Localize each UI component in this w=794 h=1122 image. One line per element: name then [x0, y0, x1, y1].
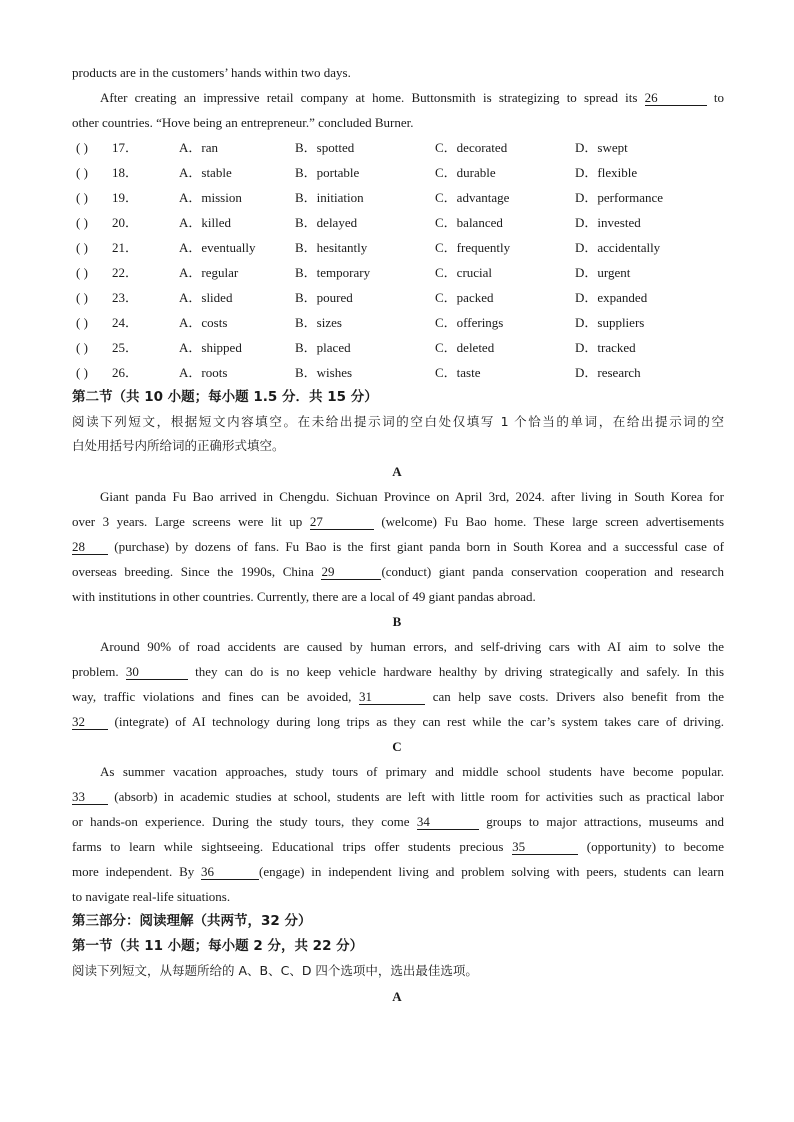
passage-text: more independent. By	[72, 864, 195, 879]
passage-text: (conduct) giant panda conservation cooperation and research	[381, 564, 724, 579]
passage-line	[72, 788, 724, 806]
answer-paren[interactable]: ( )	[76, 340, 88, 355]
option-b[interactable]: B．sizes	[295, 315, 342, 330]
option-d[interactable]: D．tracked	[575, 340, 636, 355]
option-d[interactable]: D．research	[575, 365, 641, 380]
passage-line: Around 90% of road accidents are caused by human errors, and self-driving cars with AI aim to solve the	[100, 639, 724, 654]
option-c[interactable]: C．decorated	[435, 140, 508, 155]
option-c[interactable]: C．packed	[435, 290, 494, 305]
question-number: 20．	[112, 215, 139, 230]
option-d[interactable]: D．flexible	[575, 165, 638, 180]
option-b[interactable]: B．wishes	[295, 365, 353, 380]
question-number: 18．	[112, 165, 139, 180]
passage-line: As summer vacation approaches, study tours of primary and middle school students have become popular.	[100, 764, 724, 779]
passage-text: problem.	[72, 664, 119, 679]
option-b[interactable]: B．spotted	[295, 140, 355, 155]
passage-text: overseas breeding. Since the 1990s, China	[72, 564, 314, 579]
question-number: 23．	[112, 290, 139, 305]
option-c[interactable]: C．crucial	[435, 265, 493, 280]
option-b[interactable]: B．placed	[295, 340, 351, 355]
passage-line	[72, 838, 724, 856]
choice-question	[76, 139, 736, 157]
section-heading: 第二节（共 10 小题；每小题 1.5 分．共 15 分）	[72, 389, 378, 405]
passage-text: they can do is no keep vehicle hardware healthy by driving strategically and safely. In this	[195, 664, 724, 679]
instructions: 阅读下列短文，从每题所给的 A、B、C、D 四个选项中，选出最佳选项。	[72, 963, 478, 978]
option-a[interactable]: A．killed	[179, 215, 231, 230]
answer-blank-35[interactable]: 35	[512, 840, 578, 855]
option-d[interactable]: D．invested	[575, 215, 641, 230]
passage-text: groups to major attractions, museums and	[486, 814, 725, 829]
option-d[interactable]: D．performance	[575, 190, 664, 205]
passage-text: can help save costs. Drivers also benefit from the	[432, 689, 725, 704]
answer-paren[interactable]: ( )	[76, 215, 88, 230]
option-c[interactable]: C．taste	[435, 365, 481, 380]
option-b[interactable]: B．poured	[295, 290, 353, 305]
answer-blank-34[interactable]: 34	[417, 815, 479, 830]
choice-question	[76, 239, 736, 257]
passage-line	[72, 688, 724, 706]
answer-paren[interactable]: ( )	[76, 240, 88, 255]
choice-question	[76, 314, 736, 332]
choice-question	[76, 189, 736, 207]
passage-text: (welcome) Fu Bao home. These large screen advertisements	[381, 514, 725, 529]
passage-line: with institutions in other countries. Currently, there are a local of 49 giant pandas abroad.	[72, 589, 536, 604]
answer-paren[interactable]: ( )	[76, 265, 88, 280]
passage-label-a: A	[392, 989, 402, 1004]
option-d[interactable]: D．suppliers	[575, 315, 645, 330]
question-number: 22．	[112, 265, 139, 280]
choice-question	[76, 164, 736, 182]
instructions: 阅读下列短文，根据短文内容填空。在未给出提示词的空白处仅填写 1 个恰当的单词，在给出提示词的空	[72, 414, 724, 429]
option-a[interactable]: A．eventually	[179, 240, 256, 255]
passage-text: (purchase) by dozens of fans. Fu Bao is the first giant panda born in South Korea and a successful case of	[114, 539, 724, 554]
choice-question	[76, 364, 736, 382]
passage-line	[72, 713, 724, 731]
option-c[interactable]: C．durable	[435, 165, 496, 180]
option-d[interactable]: D．accidentally	[575, 240, 661, 255]
passage-label-c: C	[392, 739, 402, 754]
option-a[interactable]: A．shipped	[179, 340, 242, 355]
option-c[interactable]: C．advantage	[435, 190, 510, 205]
question-number: 19．	[112, 190, 139, 205]
question-number: 26．	[112, 365, 139, 380]
answer-paren[interactable]: ( )	[76, 190, 88, 205]
option-c[interactable]: C．frequently	[435, 240, 511, 255]
answer-blank-29[interactable]: 29	[321, 565, 381, 580]
passage-line	[72, 563, 724, 581]
option-b[interactable]: B．temporary	[295, 265, 371, 280]
option-a[interactable]: A．regular	[179, 265, 239, 280]
answer-blank-28[interactable]: 28	[72, 540, 108, 555]
option-b[interactable]: B．initiation	[295, 190, 364, 205]
passage-text: (integrate) of AI technology during long trips as they can rest while the car’s system takes care of driving.	[114, 714, 725, 729]
option-a[interactable]: A．costs	[179, 315, 228, 330]
option-a[interactable]: A．roots	[179, 365, 228, 380]
passage-line	[72, 663, 724, 681]
passage-text: farms to learn while sightseeing. Educational trips offer students precious	[72, 839, 504, 854]
passage-text: (engage) in independent living and problem solving with peers, students can learn	[259, 864, 724, 879]
answer-blank-31[interactable]: 31	[359, 690, 425, 705]
section-heading: 第一节（共 11 小题；每小题 2 分，共 22 分）	[72, 938, 364, 954]
passage-line: other countries. “Hove being an entrepreneur.” concluded Burner.	[72, 115, 414, 130]
passage-text: to	[713, 90, 725, 105]
option-c[interactable]: C．deleted	[435, 340, 495, 355]
passage-line	[100, 89, 724, 107]
question-number: 24．	[112, 315, 139, 330]
answer-blank-26[interactable]: 26	[645, 91, 707, 106]
choice-question	[76, 289, 736, 307]
option-d[interactable]: D．urgent	[575, 265, 631, 280]
answer-blank-33[interactable]: 33	[72, 790, 108, 805]
choice-question	[76, 264, 736, 282]
passage-line: products are in the customers’ hands within two days.	[72, 65, 351, 80]
passage-line	[72, 813, 724, 831]
passage-label-a: A	[392, 464, 402, 479]
question-number: 17．	[112, 140, 139, 155]
option-d[interactable]: D．swept	[575, 140, 628, 155]
option-c[interactable]: C．balanced	[435, 215, 503, 230]
option-b[interactable]: B．portable	[295, 165, 360, 180]
passage-text: way, traffic violations and fines can be avoided,	[72, 689, 352, 704]
passage-text: over 3 years. Large screens were lit up	[72, 514, 303, 529]
answer-paren[interactable]: ( )	[76, 140, 88, 155]
option-b[interactable]: B．hesitantly	[295, 240, 368, 255]
answer-blank-36[interactable]: 36	[201, 865, 259, 880]
answer-blank-32[interactable]: 32	[72, 715, 108, 730]
option-a[interactable]: A．stable	[179, 165, 232, 180]
passage-line: to navigate real-life situations.	[72, 889, 231, 904]
choice-question	[76, 214, 736, 232]
passage-text: (absorb) in academic studies at school, students are left with little room for activities such as practical labor	[114, 789, 724, 804]
passage-line	[72, 538, 724, 556]
passage-text: or hands-on experience. During the study tours, they come	[72, 814, 410, 829]
passage-line: Giant panda Fu Bao arrived in Chengdu. Sichuan Province on April 3rd, 2024. after living in South Korea for	[100, 489, 724, 504]
question-number: 21．	[112, 240, 139, 255]
question-number: 25．	[112, 340, 139, 355]
answer-blank-30[interactable]: 30	[126, 665, 188, 680]
option-a[interactable]: A．mission	[179, 190, 242, 205]
answer-paren[interactable]: ( )	[76, 290, 88, 305]
answer-blank-27[interactable]: 27	[310, 515, 374, 530]
passage-label-b: B	[392, 614, 402, 629]
passage-text: (opportunity) to become	[586, 839, 724, 854]
option-b[interactable]: B．delayed	[295, 215, 358, 230]
answer-paren[interactable]: ( )	[76, 315, 88, 330]
choice-question	[76, 339, 736, 357]
passage-line	[72, 513, 724, 531]
answer-paren[interactable]: ( )	[76, 165, 88, 180]
passage-text: After creating an impressive retail company at home. Buttonsmith is strategizing to spread its	[100, 90, 638, 105]
option-a[interactable]: A．ran	[179, 140, 218, 155]
answer-paren[interactable]: ( )	[76, 365, 88, 380]
instructions: 白处用括号内所给词的正确形式填空。	[72, 438, 285, 453]
passage-line	[72, 863, 724, 881]
option-d[interactable]: D．expanded	[575, 290, 648, 305]
option-a[interactable]: A．slided	[179, 290, 233, 305]
part-heading: 第三部分：阅读理解（共两节，32 分）	[72, 913, 312, 929]
option-c[interactable]: C．offerings	[435, 315, 504, 330]
